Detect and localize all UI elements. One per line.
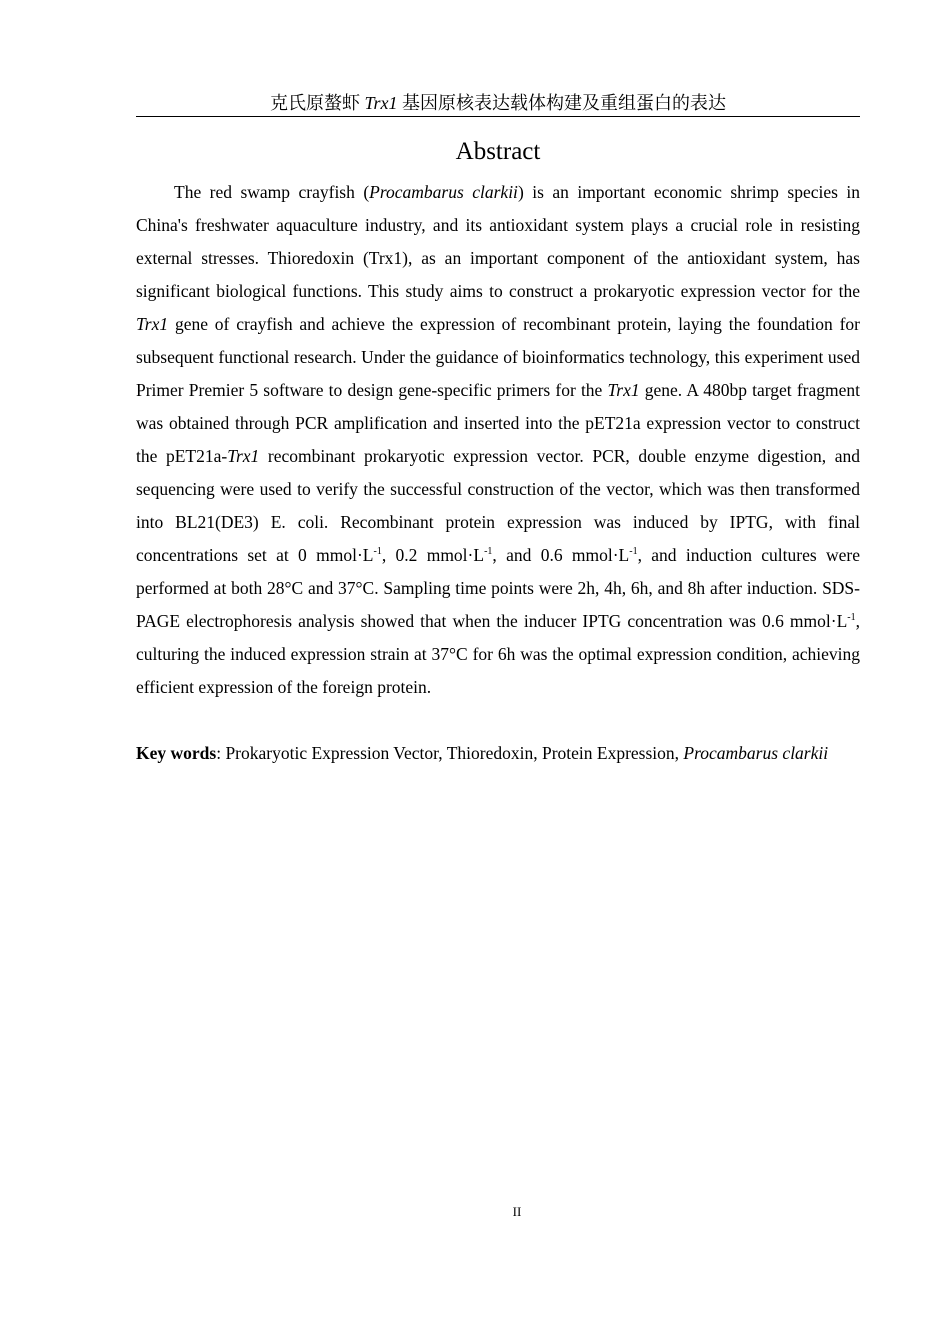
unit-exponent: -1: [629, 546, 638, 558]
abstract-text: ) is an important economic shrimp species in China's freshwater aquaculture industry, and its antioxidant system plays a crucial role in resisting external stresses. Thioredoxin (Trx1), as an important component of the antioxidant system, has significant biological functions. This study aims to construct a prokaryotic expression vector for the: [136, 182, 860, 301]
abstract-text: , and 0.6 mmol·L: [492, 545, 630, 565]
running-header: [136, 92, 860, 117]
unit-exponent: -1: [847, 612, 856, 624]
unit-exponent: -1: [484, 546, 493, 558]
gene-name: Trx1: [607, 380, 640, 400]
header-text-post: 基因原核表达载体构建及重组蛋白的表达: [397, 93, 726, 113]
abstract-text: recombinant prokaryotic expression vector. PCR, double enzyme digestion, and sequencing were used to verify the successful construction of the vector, which was then transformed into BL21(DE3) E. coli. Recombinant protein expression was induced by IPTG, with final concentrations set at 0 mmol·L: [136, 446, 860, 565]
header-gene-name: Trx1: [364, 93, 398, 113]
abstract-text: gene. A 480bp target fragment was obtained through PCR amplification and inserted into the pET21a expression vector to construct the pET21a-: [136, 380, 860, 466]
page-number: II: [512, 1204, 522, 1219]
gene-name: Trx1: [227, 446, 260, 466]
keywords-species: Procambarus clarkii: [683, 743, 829, 763]
species-name: Procambarus clarkii: [369, 182, 518, 202]
abstract-text: The red swamp crayfish (: [174, 182, 370, 202]
abstract-title: Abstract: [455, 138, 541, 165]
keywords-paragraph: [136, 737, 860, 770]
keywords-label: Key words: [136, 743, 217, 763]
keywords-list: Prokaryotic Expression Vector, Thioredoxin, Protein Expression,: [225, 743, 684, 763]
abstract-text: gene of crayfish and achieve the expression of recombinant protein, laying the foundation for subsequent functional research. Under the guidance of bioinformatics technology, this experiment used Primer Premier 5 software to design gene-specific primers for the: [136, 314, 860, 400]
abstract-text: , and induction cultures were performed at both 28°C and 37°C. Sampling time points were 2h, 4h, 6h, and 8h after induction. SDS-PAGE electrophoresis analysis showed that when the inducer IPTG concentration was 0.6 mmol·L: [136, 545, 861, 631]
header-text-pre: 克氏原螯虾: [269, 93, 365, 113]
gene-name: Trx1: [136, 314, 169, 334]
keywords-separator: :: [216, 743, 226, 763]
abstract-text: , culturing the induced expression strain at 37°C for 6h was the optimal expression condition, achieving efficient expression of the foreign protein.: [136, 611, 860, 697]
abstract-paragraph: [136, 176, 860, 704]
unit-exponent: -1: [373, 546, 382, 558]
abstract-text: , 0.2 mmol·L: [381, 545, 485, 565]
